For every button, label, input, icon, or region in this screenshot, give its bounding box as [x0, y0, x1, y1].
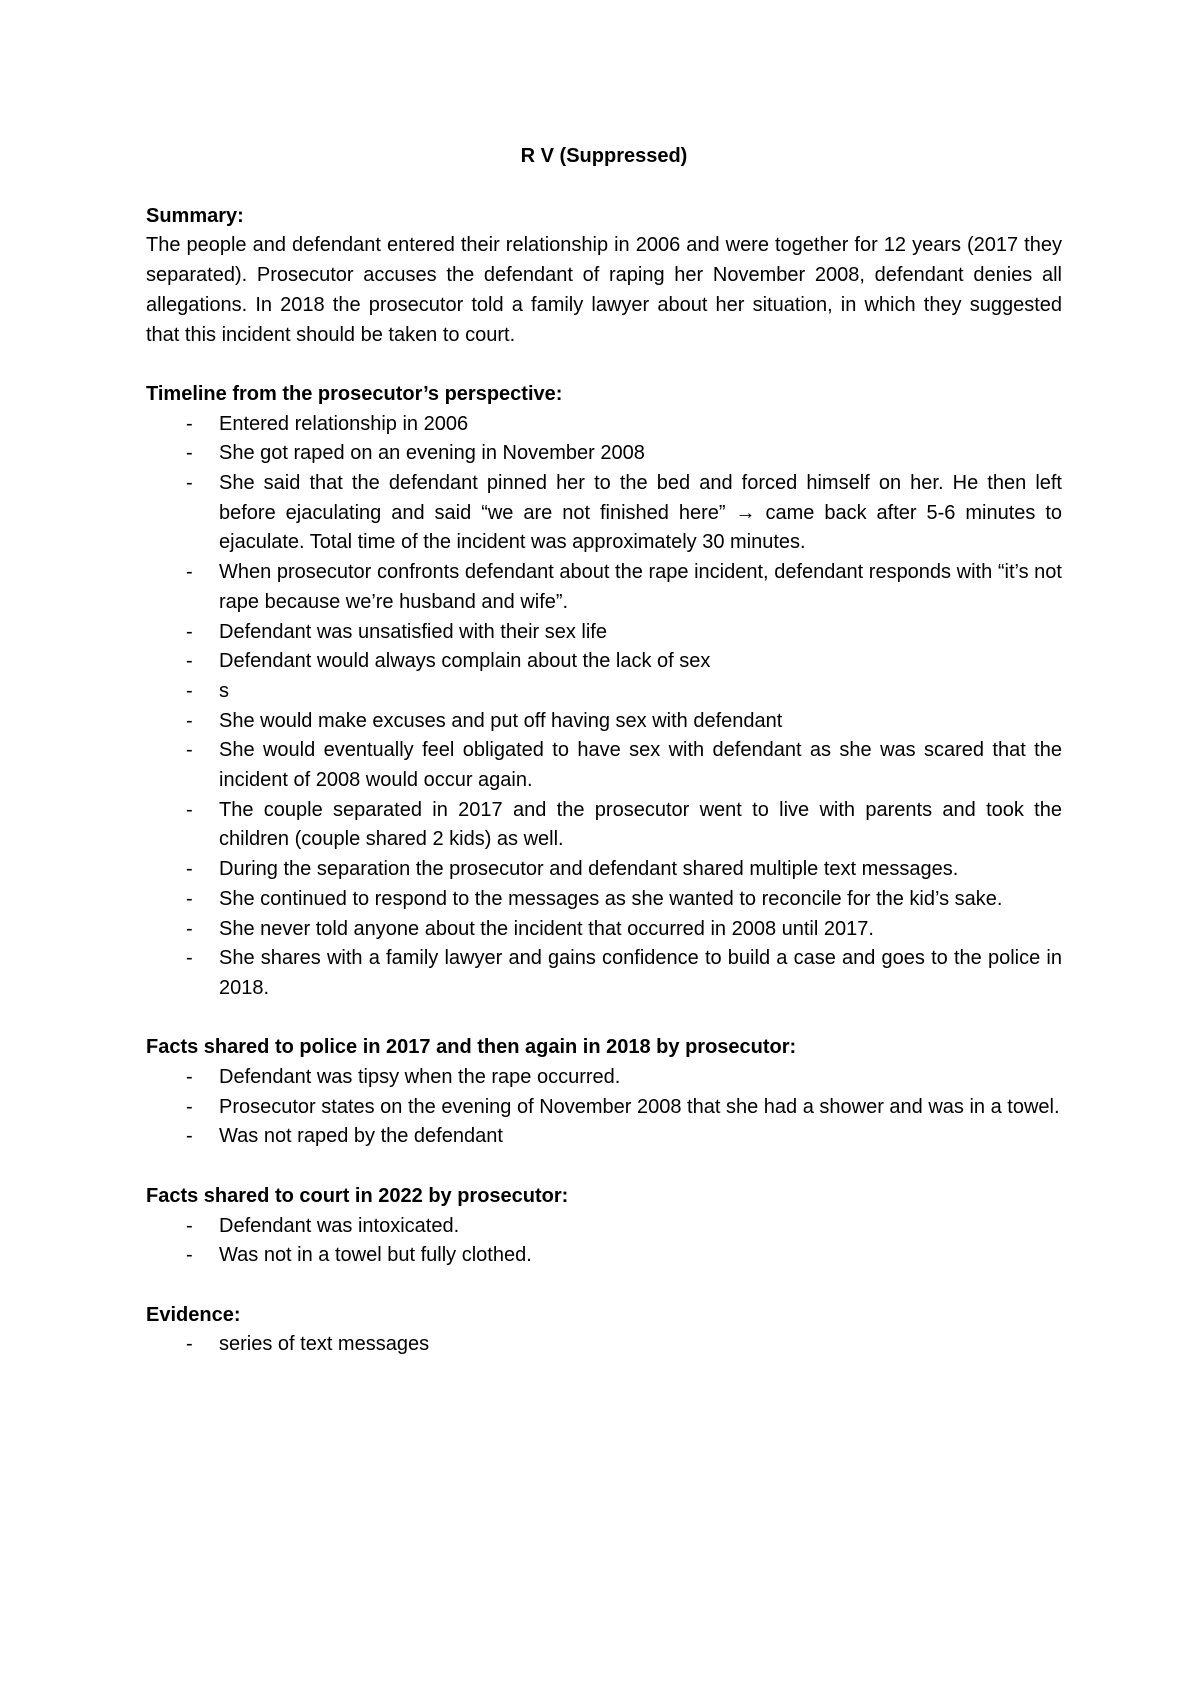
right-arrow-icon: →: [735, 501, 756, 524]
police-facts-list: [146, 1063, 1062, 1152]
summary-heading: Summary:: [146, 204, 244, 227]
list-item: - She got raped on an evening in November 2008: [146, 439, 1062, 469]
evidence-section: [146, 1301, 1062, 1360]
court-facts-heading: Facts shared to court in 2022 by prosecutor:: [146, 1184, 569, 1207]
bullet-dash: -: [186, 650, 193, 673]
list-item: - Defendant would always complain about the lack of sex: [146, 647, 1062, 677]
list-item: - Defendant was tipsy when the rape occurred.: [146, 1063, 1062, 1093]
bullet-dash: -: [186, 887, 193, 910]
list-item: - Defendant was unsatisfied with their sex life: [146, 618, 1062, 648]
summary-section: [146, 202, 1062, 351]
bullet-dash: -: [186, 1125, 193, 1148]
bullet-dash: -: [186, 1095, 193, 1118]
bullet-dash: -: [186, 472, 193, 495]
bullet-dash: -: [186, 679, 193, 702]
list-item: - Was not raped by the defendant: [146, 1122, 1062, 1152]
list-item: - When prosecutor confronts defendant about the rape incident, defendant responds with “it’s not rape because we’re husband and wife”.: [146, 558, 1062, 617]
police-facts-section: [146, 1033, 1062, 1152]
evidence-heading: Evidence:: [146, 1303, 241, 1326]
bullet-dash: -: [186, 798, 193, 821]
list-item: - She would make excuses and put off having sex with defendant: [146, 707, 1062, 737]
list-item: - Defendant was intoxicated.: [146, 1212, 1062, 1242]
court-facts-section: [146, 1182, 1062, 1271]
list-item: - s: [146, 677, 1062, 707]
list-item: - Prosecutor states on the evening of November 2008 that she had a shower and was in a towel.: [146, 1093, 1062, 1123]
timeline-heading: Timeline from the prosecutor’s perspective:: [146, 382, 563, 405]
timeline-list: [146, 410, 1062, 1004]
list-item: - During the separation the prosecutor and defendant shared multiple text messages.: [146, 855, 1062, 885]
court-facts-list: [146, 1212, 1062, 1271]
document-page: [146, 142, 1062, 1390]
bullet-dash: -: [186, 1066, 193, 1089]
timeline-section: [146, 380, 1062, 1004]
bullet-dash: -: [186, 739, 193, 762]
police-facts-heading: Facts shared to police in 2017 and then again in 2018 by prosecutor:: [146, 1036, 797, 1059]
bullet-dash: -: [186, 917, 193, 940]
list-item: - She said that the defendant pinned her to the bed and forced himself on her. He then left before ejaculating and said “we are not finished here” → came back after 5-6 minutes to ejaculate. Total time of the incident was approximately 30 minutes.: [146, 469, 1062, 558]
bullet-dash: -: [186, 620, 193, 643]
bullet-dash: -: [186, 561, 193, 584]
list-item: - Entered relationship in 2006: [146, 410, 1062, 440]
list-item: - She shares with a family lawyer and gains confidence to build a case and goes to the police in 2018.: [146, 944, 1062, 1003]
bullet-dash: -: [186, 947, 193, 970]
list-item: - She would eventually feel obligated to have sex with defendant as she was scared that the incident of 2008 would occur again.: [146, 736, 1062, 795]
bullet-dash: -: [186, 1244, 193, 1267]
document-title: R V (Suppressed): [520, 145, 688, 167]
bullet-dash: -: [186, 442, 193, 465]
list-item: - series of text messages: [146, 1330, 1062, 1360]
bullet-dash: -: [186, 1214, 193, 1237]
bullet-dash: -: [186, 709, 193, 732]
list-item: - The couple separated in 2017 and the prosecutor went to live with parents and took the children (couple shared 2 kids) as well.: [146, 796, 1062, 855]
evidence-list: [146, 1330, 1062, 1360]
bullet-dash: -: [186, 1333, 193, 1356]
list-item: - She continued to respond to the messages as she wanted to reconcile for the kid’s sake.: [146, 885, 1062, 915]
bullet-dash: -: [186, 858, 193, 881]
bullet-dash: -: [186, 412, 193, 435]
list-item: - She never told anyone about the incident that occurred in 2008 until 2017.: [146, 915, 1062, 945]
list-item: - Was not in a towel but fully clothed.: [146, 1241, 1062, 1271]
summary-text: The people and defendant entered their relationship in 2006 and were together for 12 years (2017 they separated). Prosecutor accuses the defendant of raping her November 2008, defendant denies all allegations. In 2018 the prosecutor told a family lawyer about her situation, in which they suggested that this incident should be taken to court.: [146, 234, 1062, 346]
